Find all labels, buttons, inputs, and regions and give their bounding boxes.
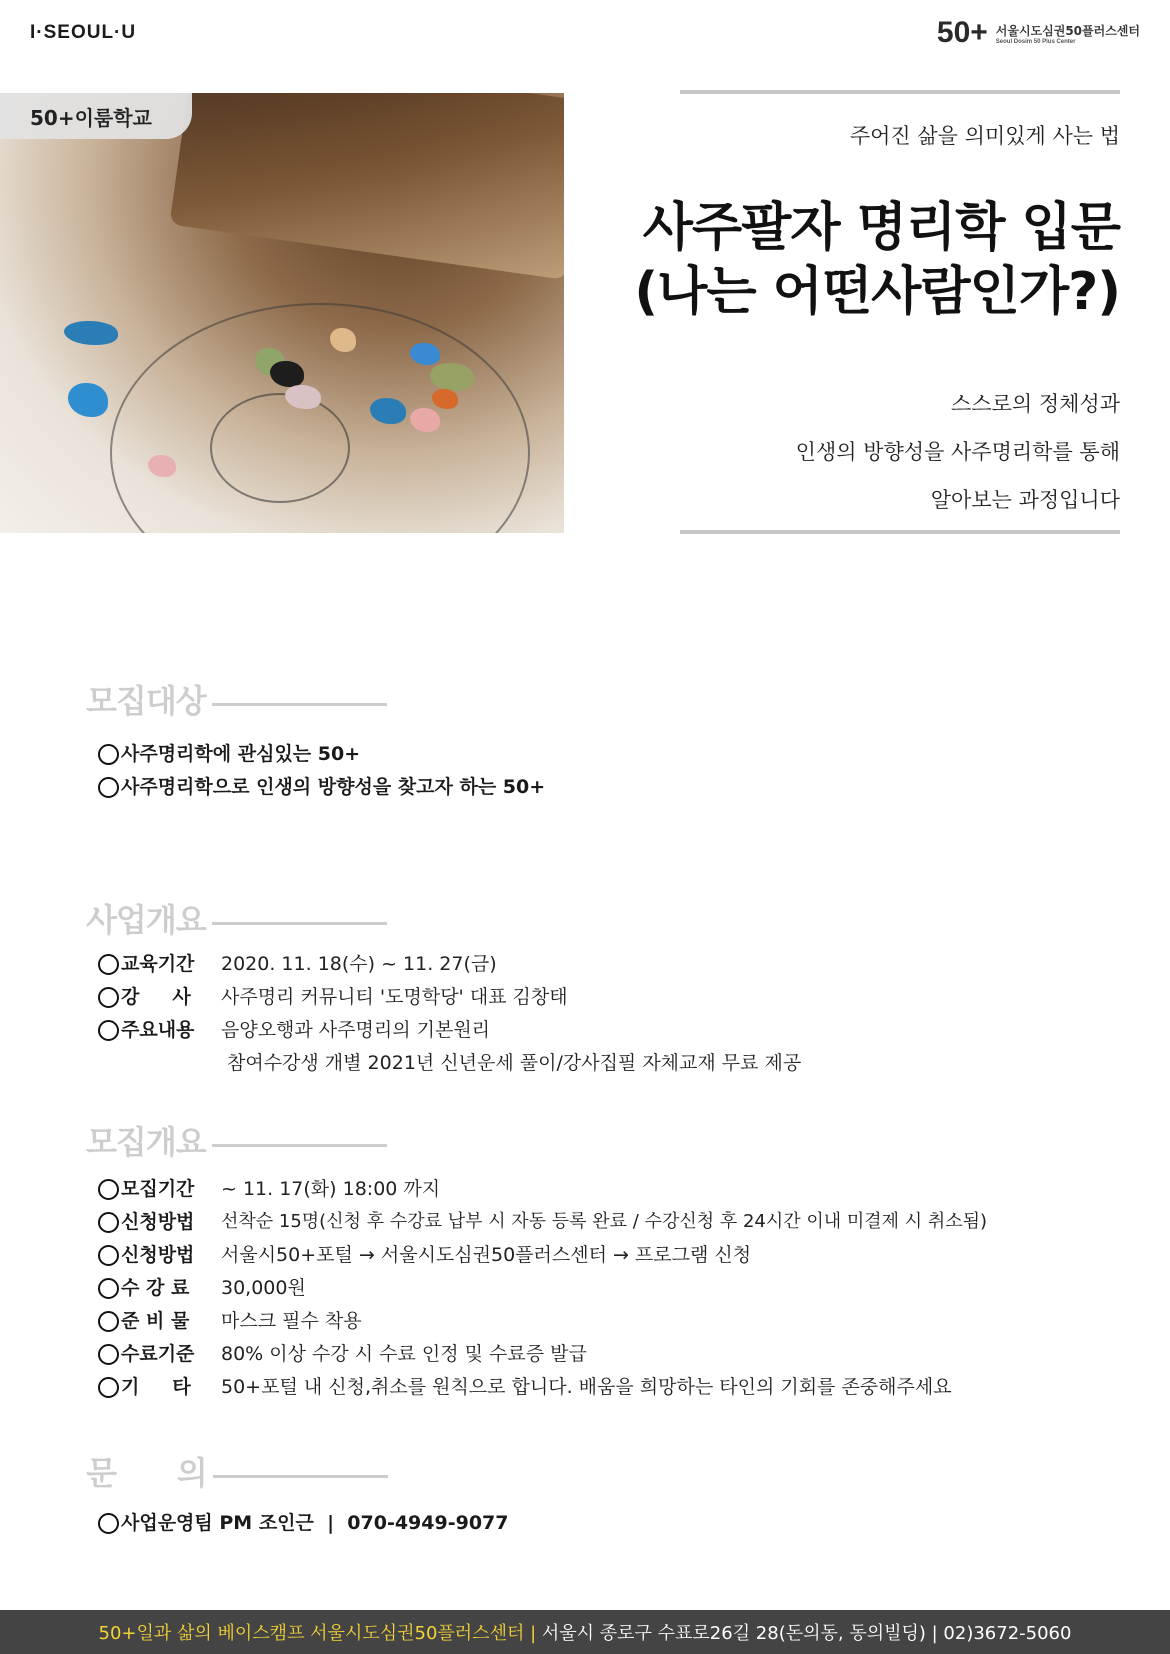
circle-bullet-icon bbox=[98, 744, 119, 765]
row-value: 80% 이상 수강 시 수료 인정 및 수료증 발급 bbox=[221, 1343, 587, 1365]
row-value: 30,000원 bbox=[221, 1277, 306, 1299]
title-top-rule bbox=[680, 90, 1120, 94]
row-label: 수료기준 bbox=[121, 1343, 195, 1365]
footer-address: 서울시 종로구 수표로26길 28(돈의동, 동의빌딩) | 02)3672-5060 bbox=[541, 1623, 1072, 1644]
footer-bar bbox=[0, 1610, 1170, 1654]
contact-item bbox=[98, 1510, 509, 1536]
gem-stone bbox=[148, 455, 176, 477]
gem-stone bbox=[432, 389, 458, 409]
page-title bbox=[634, 196, 1120, 324]
row-value: 선착순 15명(신청 후 수강료 납부 시 자동 등록 완료 / 수강신청 후 24시간 이내 미결제 시 취소됨) bbox=[221, 1211, 988, 1232]
row-value: 음양오행과 사주명리의 기본원리 bbox=[221, 1019, 491, 1041]
program-badge: 50+이룸학교 bbox=[0, 93, 192, 139]
description bbox=[796, 380, 1120, 524]
row-label: 준 비 물 bbox=[121, 1310, 190, 1332]
description-line-2: 인생의 방향성을 사주명리학를 통해 bbox=[795, 440, 1120, 464]
list-item bbox=[98, 774, 545, 800]
gem-stone bbox=[330, 328, 356, 352]
hero-book-shape bbox=[169, 93, 564, 280]
circle-bullet-icon bbox=[98, 1513, 119, 1534]
target-item-text: 사주명리학에 관심있는 50+ bbox=[121, 743, 361, 765]
circle-bullet-icon bbox=[98, 1278, 119, 1299]
circle-bullet-icon bbox=[98, 987, 119, 1008]
circle-bullet-icon bbox=[98, 1179, 119, 1200]
row-label: 모집기간 bbox=[121, 1178, 195, 1200]
hero-image bbox=[0, 93, 564, 533]
overview-row bbox=[98, 951, 497, 977]
row-label: 강 사 bbox=[121, 986, 191, 1008]
description-line-1: 스스로의 정체성과 bbox=[951, 392, 1120, 416]
section-heading-contact bbox=[86, 1448, 388, 1494]
row-value: 참여수강생 개별 2021년 신년운세 풀이/강사집필 자체교재 무료 제공 bbox=[227, 1052, 802, 1074]
section-rule bbox=[212, 922, 387, 925]
section-heading-recruit bbox=[86, 1117, 387, 1163]
circle-bullet-icon bbox=[98, 1020, 119, 1041]
title-bottom-rule bbox=[680, 530, 1120, 534]
recruit-row bbox=[98, 1374, 952, 1400]
recruit-row bbox=[98, 1308, 362, 1334]
title-line-2: (나는 어떤사람인가?) bbox=[634, 262, 1120, 322]
seoul-logo: I·SEOUL·U bbox=[30, 22, 137, 43]
section-title: 사업개요 bbox=[86, 901, 206, 939]
overview-row-continued bbox=[227, 1050, 801, 1076]
row-label: 신청방법 bbox=[121, 1244, 195, 1266]
row-value: 50+포털 내 신청,취소를 원칙으로 합니다. 배움을 희망하는 타인의 기회를 존중해주세요 bbox=[221, 1376, 952, 1398]
row-label: 기 타 bbox=[121, 1376, 191, 1398]
recruit-row bbox=[98, 1275, 306, 1301]
contact-text: 사업운영팀 PM 조인근 | 070-4949-9077 bbox=[121, 1512, 509, 1534]
description-line-3: 알아보는 과정입니다 bbox=[930, 488, 1120, 512]
section-rule bbox=[212, 703, 387, 706]
section-title: 모집개요 bbox=[86, 1123, 206, 1161]
circle-bullet-icon bbox=[98, 1311, 119, 1332]
row-value: 서울시50+포털 → 서울시도심권50플러스센터 → 프로그램 신청 bbox=[221, 1244, 752, 1266]
gem-stone bbox=[64, 321, 118, 345]
row-value: 사주명리 커뮤니티 '도명학당' 대표 김창태 bbox=[221, 986, 568, 1008]
recruit-row bbox=[98, 1209, 987, 1235]
row-label: 주요내용 bbox=[121, 1019, 195, 1041]
row-label: 교육기간 bbox=[121, 953, 195, 975]
row-value: 2020. 11. 18(수) ~ 11. 27(금) bbox=[221, 953, 497, 975]
section-rule bbox=[212, 1144, 387, 1147]
section-rule bbox=[213, 1475, 388, 1478]
overview-row bbox=[98, 1017, 490, 1043]
circle-bullet-icon bbox=[98, 1344, 119, 1365]
recruit-row bbox=[98, 1176, 440, 1202]
row-label: 수 강 료 bbox=[121, 1277, 190, 1299]
gem-stone bbox=[68, 383, 108, 417]
row-value: 마스크 필수 착용 bbox=[221, 1310, 362, 1332]
circle-bullet-icon bbox=[98, 1212, 119, 1233]
center-logo-english: Seoul Dosim 50 Plus Center bbox=[995, 38, 1076, 45]
row-label: 신청방법 bbox=[121, 1211, 195, 1233]
section-heading-overview bbox=[86, 895, 387, 941]
circle-bullet-icon bbox=[98, 777, 119, 798]
hero-zodiac-center bbox=[210, 393, 350, 503]
circle-bullet-icon bbox=[98, 1377, 119, 1398]
title-line-1: 사주팔자 명리학 입문 bbox=[642, 198, 1120, 258]
overview-row bbox=[98, 984, 568, 1010]
row-value: ~ 11. 17(화) 18:00 까지 bbox=[221, 1178, 441, 1200]
center-logo-korean: 서울시도심권50플러스센터 bbox=[995, 23, 1140, 38]
list-item bbox=[98, 741, 360, 767]
recruit-row bbox=[98, 1341, 587, 1367]
circle-bullet-icon bbox=[98, 954, 119, 975]
section-title: 문 의 bbox=[86, 1454, 207, 1492]
circle-bullet-icon bbox=[98, 1245, 119, 1266]
section-title: 모집대상 bbox=[86, 682, 206, 720]
recruit-row bbox=[98, 1242, 751, 1268]
section-heading-target bbox=[86, 676, 387, 722]
target-item-text: 사주명리학으로 인생의 방향성을 찾고자 하는 50+ bbox=[121, 776, 546, 798]
subtitle: 주어진 삶을 의미있게 사는 법 bbox=[849, 124, 1120, 148]
center-logo bbox=[937, 18, 1140, 48]
footer-highlight: 50+일과 삶의 베이스캠프 서울시도심권50플러스센터 | bbox=[98, 1623, 542, 1644]
center-logo-mark: 50+ bbox=[936, 16, 988, 49]
